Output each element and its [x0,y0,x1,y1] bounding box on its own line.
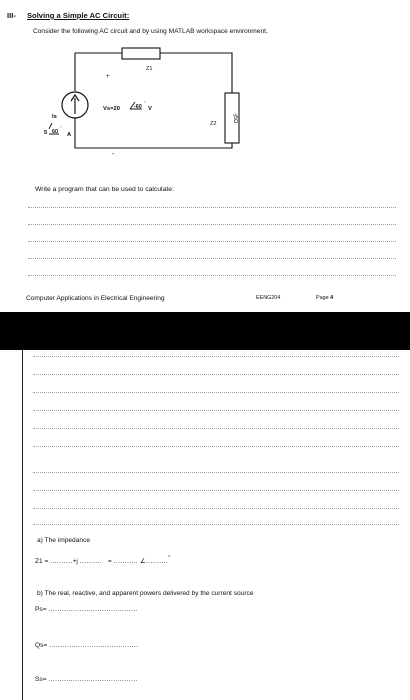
z1-prefix: Z1 = [35,558,49,565]
z1-angle-blank[interactable]: .......... [145,558,169,565]
is-label: Is [52,114,57,120]
z1-answer-row [35,555,170,565]
footer-course: Computer Applications in Electrical Engineering [26,295,165,302]
angle-icon: ∠ [140,558,146,565]
footer-course-code: EENG204 [256,295,281,301]
section-heading [7,11,129,20]
section-title: Solving a Simple AC Circuit: [26,11,130,20]
calculation-prompt: Write a program that can be used to calculate: [35,186,174,193]
answer-line [33,446,399,447]
vs-unit: V [148,106,152,112]
footer-page-label: Page [316,295,329,301]
z1-imag-blank[interactable]: .......... [79,558,103,565]
is-magnitude: 5 [44,130,48,136]
section-number: III- [7,11,16,20]
answer-line [33,490,399,491]
problem-intro: Consider the following AC circuit and by using MATLAB workspace environment, [33,28,268,35]
answer-line [28,207,396,208]
z1-plus-j: +j [72,558,78,565]
circuit-svg [30,48,250,176]
vs-angle: -60 [134,104,142,110]
answer-line [33,374,399,375]
z2-label: Z2 [210,121,217,127]
z1-impedance-box [122,48,160,59]
circuit-wires [75,53,232,148]
footer-page-number: 4 [330,295,334,301]
z1-degree: ° [168,555,171,561]
answer-line [33,472,399,473]
worksheet-page-top [0,0,410,312]
plus-sign: + [106,74,110,80]
z1-mag-blank[interactable]: ........... [113,558,139,565]
qs-blank[interactable]: ........................................ [49,642,139,649]
answer-line [28,258,396,259]
footer-page [316,295,333,301]
is-unit: A [67,132,72,138]
answer-line [33,410,399,411]
is-angle: 60 [52,129,58,135]
worksheet-page-bottom [22,350,409,700]
answer-line [28,224,396,225]
answer-line [28,241,396,242]
answer-line [33,392,399,393]
is-value [44,123,72,138]
ss-answer-row [35,676,138,683]
question-b-label: b) The real, reactive, and apparent powers delivered by the current source [37,590,254,597]
vs-degree: ° [144,100,146,105]
page-footer [0,295,410,305]
ps-answer-row [35,606,138,613]
answer-line [28,275,396,276]
answer-line [33,524,399,525]
page-separator [0,312,410,350]
vs-value [103,100,152,112]
z1-equals: = [107,558,112,565]
ss-blank[interactable]: ........................................ [48,676,138,683]
answer-line [33,356,399,357]
minus-sign: - [112,151,115,158]
is-degree: ° [60,125,62,130]
ss-prefix: Ss= [35,676,47,683]
ps-blank[interactable]: ........................................ [48,606,138,613]
qs-prefix: Qs= [35,642,48,649]
question-a-label: a) The impedance [37,537,91,544]
z1-real-blank[interactable]: .......... [50,558,73,565]
vs-label: Vs=20 [103,106,120,112]
z1-label: Z1 [146,66,153,72]
circuit-diagram [30,48,250,176]
z2-value: -j5Ω [232,112,238,124]
answer-line [33,508,399,509]
ps-prefix: Ps= [35,606,47,613]
answer-line [33,428,399,429]
qs-answer-row [35,642,138,649]
